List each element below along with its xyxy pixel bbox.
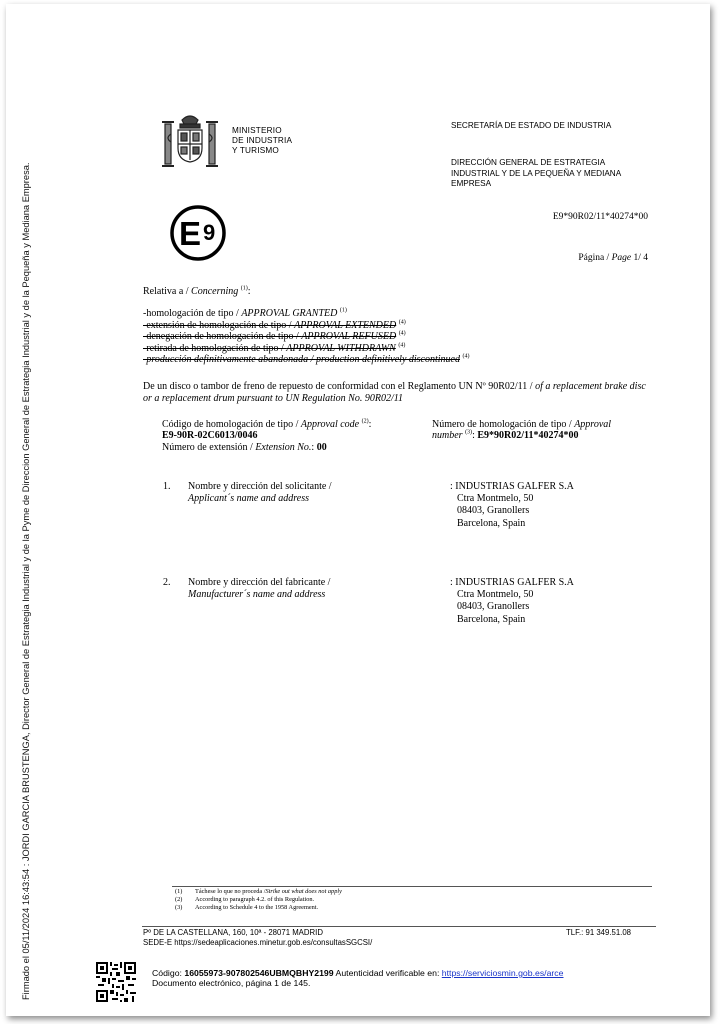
type-withdrawn-note: (4) (398, 342, 406, 349)
footnote (175, 896, 342, 904)
type-withdrawn (143, 343, 469, 355)
item-2-number: 2. (163, 577, 171, 588)
secretaria-heading: SECRETARÍA DE ESTADO DE INDUSTRIA (451, 121, 612, 130)
footnote-text: According to paragraph 4.2. of this Regulation. (195, 896, 315, 904)
address-line: Pº DE LA CASTELLANA, 160, 10ª - 28071 MADRID (143, 928, 323, 937)
type-extended-es: -extensión de homologación de tipo / (143, 319, 295, 331)
address-divider (142, 926, 656, 927)
item-1-value-line: Ctra Montmelo, 50 (457, 493, 534, 505)
item-1-number: 1. (163, 481, 171, 492)
type-refused-es: -denegación de homologación de tipo / (143, 331, 302, 343)
footnote-text: Táchese lo que no proceda / (195, 888, 266, 895)
type-withdrawn-es: -retirada de homologación de tipo / (143, 342, 287, 354)
extension-label-en: Extension No. (255, 441, 312, 453)
sede-url: SEDE-E https://sedeaplicaciones.minetur.gob.es/consultasSGCSI/ (143, 938, 373, 947)
verification-block (152, 968, 563, 989)
phone-number: TLF.: 91 349.51.08 (566, 928, 632, 937)
type-refused-en: APPROVAL REFUSED (301, 331, 397, 343)
item-1-label-en: Applicant´s name and address (188, 493, 310, 504)
type-discontinued-es: -producción definitivamente abandonada / (143, 354, 316, 366)
page-label-en: Page (611, 253, 632, 263)
approval-code-note: (2) (361, 418, 369, 425)
regulation-description (143, 381, 653, 404)
item-2-value-line: Ctra Montmelo, 50 (457, 589, 534, 601)
approval-code-label-es: Código de homologación de tipo / (162, 419, 301, 430)
item-1-value (450, 481, 574, 530)
extension-label-es: Número de extensión / (162, 441, 256, 453)
type-discontinued-note: (4) (462, 354, 470, 361)
footnote (175, 888, 342, 896)
item-2-label-es: Nombre y dirección del fabricante / (188, 577, 331, 588)
type-discontinued (143, 354, 469, 366)
type-withdrawn-en: APPROVAL WITHDRAWN (286, 342, 396, 354)
item-2-value-line: 08403, Granollers (457, 601, 530, 613)
footnotes (175, 888, 342, 913)
e9-approval-mark (160, 205, 234, 261)
item-2-label-en: Manufacturer´s name and address (188, 589, 326, 600)
item-1-label (188, 481, 332, 505)
concerning-line (143, 286, 251, 297)
direccion-heading: DIRECCIÓN GENERAL DE ESTRATEGIA INDUSTRIAL Y DE LA PEQUEÑA Y MEDIANA EMPRESA (451, 158, 621, 188)
approval-number-value: E9*90R02/11*40274*00 (477, 430, 579, 442)
document-info: Documento electrónico, página 1 de 145. (152, 978, 311, 989)
item-2-label (188, 577, 330, 601)
type-refused-note: (4) (398, 330, 406, 337)
approval-type-list (143, 308, 469, 366)
ministry-address (143, 928, 372, 948)
e-mark-letter: E (179, 215, 202, 252)
ministry-line-3: Y TURISMO (232, 146, 279, 155)
item-2-value-line: Barcelona, Spain (457, 613, 526, 625)
type-granted-note: (1) (339, 307, 347, 314)
verification-code: 16055973-907802546UBMQBHY2199 (184, 968, 334, 978)
approval-code-label-en: Approval code (300, 419, 360, 430)
footnote (175, 904, 342, 912)
ministry-name (232, 126, 292, 156)
footnote-number: (1) (175, 888, 183, 895)
code-label: Código: (152, 968, 185, 978)
footnote-text: According to Schedule 4 to the 1958 Agreement. (195, 904, 319, 912)
type-granted-es: -homologación de tipo / (143, 308, 242, 319)
type-discontinued-en: production definitively discontinued (315, 354, 460, 366)
qr-code-icon (96, 962, 136, 1002)
concerning-es: Relativa a / (143, 286, 192, 297)
footnote-text-en: Strike out what does not apply (265, 888, 342, 895)
approval-code-value: E9-90R-02C6013/0046 (162, 430, 258, 442)
ministry-line-1: MINISTERIO (232, 126, 282, 135)
type-extended (143, 320, 469, 332)
page-value: 1/ 4 (631, 253, 648, 263)
item-1-value-line: : INDUSTRIAS GALFER S.A (450, 481, 574, 492)
e-mark-number: 9 (203, 220, 216, 245)
type-extended-note: (4) (398, 319, 406, 326)
page-indicator (578, 253, 648, 263)
document-page (6, 4, 710, 1016)
approval-code-block: Código de homologación de tipo / Approval code $^{(2)}$: E9-90R-02C6013/0046 Número de extensión / Extension No.: 00 (162, 418, 372, 453)
footnote-number: (2) (175, 896, 183, 904)
item-1-value-line: 08403, Granollers (457, 505, 530, 517)
type-granted (143, 308, 469, 320)
approval-number-note: (3) (465, 430, 473, 437)
approval-number-label-es: Número de homologación de tipo / (432, 419, 575, 430)
ministry-line-2: DE INDUSTRIA (232, 136, 293, 145)
type-granted-en: APPROVAL GRANTED (241, 308, 338, 319)
footnote-number: (3) (175, 904, 183, 912)
reference-number: E9*90R02/11*40274*00 (552, 212, 648, 222)
item-2-value-line: : INDUSTRIAS GALFER S.A (450, 577, 574, 588)
extension-value: 00 (316, 441, 327, 453)
item-1-value-line: Barcelona, Spain (457, 517, 526, 529)
type-refused (143, 331, 469, 343)
approval-number-label-en: Approval number (432, 419, 612, 442)
item-1-label-es: Nombre y dirección del solicitante / (188, 481, 332, 492)
verification-link[interactable]: https://serviciosmin.gob.es/arce (441, 968, 564, 978)
type-extended-en: APPROVAL EXTENDED (294, 319, 397, 331)
approval-number-block: Número de homologación de tipo / Approval number $^{(3)}$: E9*90R02/11*40274*00 (432, 419, 612, 442)
concerning-note: (1) (240, 285, 248, 292)
coat-of-arms-icon (160, 110, 220, 172)
verify-text: Autenticidad verificable en: (333, 968, 442, 978)
concerning-colon: : (247, 286, 251, 297)
description-en: of a replacement brake disc or a replacement drum pursuant to UN Regulation No. 90R02/11 (143, 381, 646, 404)
item-2-value (450, 577, 574, 626)
page-label-es: Página / (578, 253, 612, 263)
description-es: De un disco o tambor de freno de repuesto de conformidad con el Reglamento UN Nº 90R02/11 / (143, 381, 536, 392)
concerning-en: Concerning (191, 286, 239, 297)
footnote-divider (172, 886, 652, 887)
side-signature-stamp: Firmado el 05/11/2024 16:43:54 : JORDI GARCIA BRUSTENGA, Director General de Estrategia Industrial y de la Pyme de Direccion General de Estrategia Industrial y de la Pequeña y Mediana Empresa. (21, 162, 31, 1000)
